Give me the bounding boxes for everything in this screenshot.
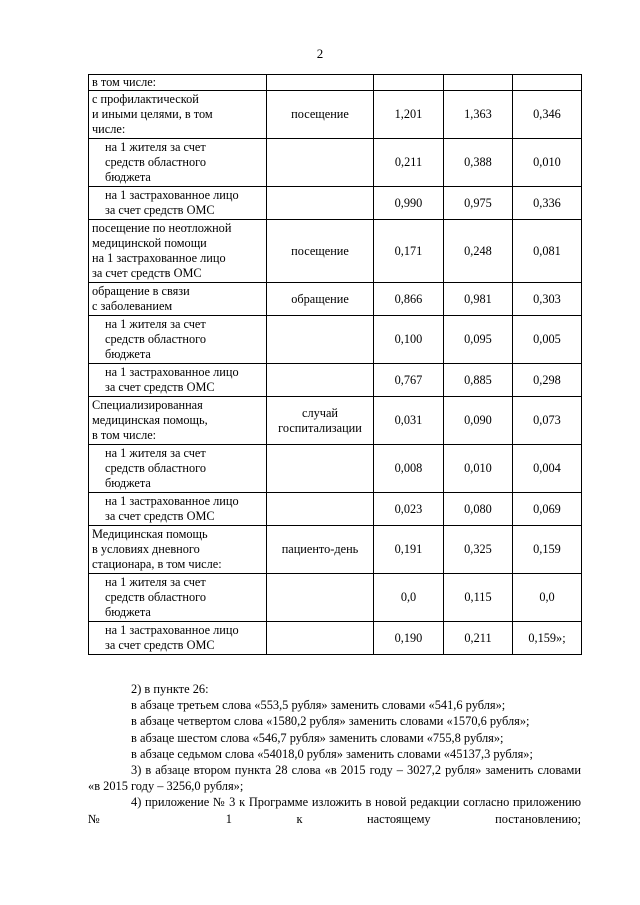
row-description: на 1 жителя за счет средств областного бюджета xyxy=(89,316,267,364)
row-value-3: 0,336 xyxy=(513,187,582,220)
table-row xyxy=(89,75,582,91)
table-row xyxy=(89,283,582,316)
row-value-1: 0,031 xyxy=(374,397,444,445)
row-value-2: 0,885 xyxy=(444,364,513,397)
row-value-1: 0,191 xyxy=(374,526,444,574)
row-unit xyxy=(267,493,374,526)
row-description: с профилактической и иными целями, в том числе: xyxy=(89,91,267,139)
table-row xyxy=(89,622,582,655)
row-value-2: 0,388 xyxy=(444,139,513,187)
row-value-3: 0,010 xyxy=(513,139,582,187)
row-unit xyxy=(267,445,374,493)
table-row xyxy=(89,493,582,526)
page-number: 2 xyxy=(316,46,324,61)
row-value-2: 0,090 xyxy=(444,397,513,445)
row-value-2: 1,363 xyxy=(444,91,513,139)
amendment-paragraph-7: в абзаце седьмом слова «54018,0 рубля» заменить словами «45137,3 рубля»; xyxy=(131,746,533,761)
row-value-3: 0,069 xyxy=(513,493,582,526)
row-value-3: 0,298 xyxy=(513,364,582,397)
row-value-3: 0,004 xyxy=(513,445,582,493)
row-value-2: 0,325 xyxy=(444,526,513,574)
amendment-item-3: 3) в абзаце втором пункта 28 слова «в 2015 году – 3027,2 рубля» заменить словами «в 2015 году – 3256,0 рубля»; xyxy=(88,763,581,794)
row-value-2: 0,010 xyxy=(444,445,513,493)
table-row xyxy=(89,91,582,139)
row-value-1: 0,023 xyxy=(374,493,444,526)
row-value-1: 0,990 xyxy=(374,187,444,220)
row-value-2: 0,115 xyxy=(444,574,513,622)
indicators-table xyxy=(88,74,582,655)
row-value-1: 0,190 xyxy=(374,622,444,655)
table-row xyxy=(89,526,582,574)
row-unit xyxy=(267,139,374,187)
table-row xyxy=(89,364,582,397)
row-unit: пациенто-день xyxy=(267,526,374,574)
row-value-2: 0,080 xyxy=(444,493,513,526)
amendment-paragraph-4: в абзаце четвертом слова «1580,2 рубля» заменить словами «1570,6 рубля»; xyxy=(131,714,530,729)
table-row xyxy=(89,187,582,220)
row-unit xyxy=(267,574,374,622)
row-unit xyxy=(267,316,374,364)
row-description: посещение по неотложной медицинской помощи на 1 застрахованное лицо за счет средств ОМС xyxy=(89,220,267,283)
row-value-3: 0,005 xyxy=(513,316,582,364)
table-row xyxy=(89,220,582,283)
row-unit xyxy=(267,622,374,655)
row-value-2: 0,248 xyxy=(444,220,513,283)
row-description: обращение в связи с заболеванием xyxy=(89,283,267,316)
row-description: на 1 застрахованное лицо за счет средств ОМС xyxy=(89,187,267,220)
row-value-2: 0,981 xyxy=(444,283,513,316)
row-description: на 1 жителя за счет средств областного бюджета xyxy=(89,445,267,493)
row-description: на 1 жителя за счет средств областного бюджета xyxy=(89,139,267,187)
row-unit: посещение xyxy=(267,91,374,139)
row-value-1: 0,866 xyxy=(374,283,444,316)
row-value-2 xyxy=(444,75,513,91)
row-value-3: 0,0 xyxy=(513,574,582,622)
table-row xyxy=(89,574,582,622)
row-value-1: 0,100 xyxy=(374,316,444,364)
table-body xyxy=(89,75,582,655)
amendment-item-2: 2) в пункте 26: xyxy=(131,682,209,696)
row-description: на 1 застрахованное лицо за счет средств ОМС xyxy=(89,622,267,655)
amendment-paragraph-6: в абзаце шестом слова «546,7 рубля» заменить словами «755,8 рубля»; xyxy=(131,730,504,745)
row-value-1: 0,211 xyxy=(374,139,444,187)
row-description: на 1 застрахованное лицо за счет средств ОМС xyxy=(89,493,267,526)
table-row xyxy=(89,445,582,493)
row-value-1: 0,767 xyxy=(374,364,444,397)
row-value-3: 0,081 xyxy=(513,220,582,283)
table-row xyxy=(89,397,582,445)
amendment-item-4: 4) приложение № 3 к Программе изложить в новой редакции согласно приложению № 1 к настоящему постановлению; xyxy=(88,795,581,826)
row-description: на 1 застрахованное лицо за счет средств ОМС xyxy=(89,364,267,397)
row-unit: посещение xyxy=(267,220,374,283)
row-value-3: 0,303 xyxy=(513,283,582,316)
row-value-3: 0,073 xyxy=(513,397,582,445)
row-value-3: 0,159 xyxy=(513,526,582,574)
table-row xyxy=(89,139,582,187)
row-unit xyxy=(267,187,374,220)
row-description: на 1 жителя за счет средств областного бюджета xyxy=(89,574,267,622)
row-value-2: 0,211 xyxy=(444,622,513,655)
row-value-3: 0,346 xyxy=(513,91,582,139)
row-description: в том числе: xyxy=(89,75,267,91)
row-value-3 xyxy=(513,75,582,91)
row-unit xyxy=(267,364,374,397)
row-unit xyxy=(267,75,374,91)
row-value-1 xyxy=(374,75,444,91)
row-value-1: 0,008 xyxy=(374,445,444,493)
row-value-2: 0,975 xyxy=(444,187,513,220)
row-value-1: 1,201 xyxy=(374,91,444,139)
row-description: Медицинская помощь в условиях дневного стационара, в том числе: xyxy=(89,526,267,574)
row-unit: случай госпитализации xyxy=(267,397,374,445)
row-value-2: 0,095 xyxy=(444,316,513,364)
amendment-paragraph-3: в абзаце третьем слова «553,5 рубля» заменить словами «541,6 рубля»; xyxy=(131,698,506,713)
amendments-text xyxy=(88,681,581,827)
row-description: Специализированная медицинская помощь, в том числе: xyxy=(89,397,267,445)
table-row xyxy=(89,316,582,364)
row-value-1: 0,0 xyxy=(374,574,444,622)
row-value-1: 0,171 xyxy=(374,220,444,283)
row-value-3: 0,159»; xyxy=(513,622,582,655)
row-unit: обращение xyxy=(267,283,374,316)
